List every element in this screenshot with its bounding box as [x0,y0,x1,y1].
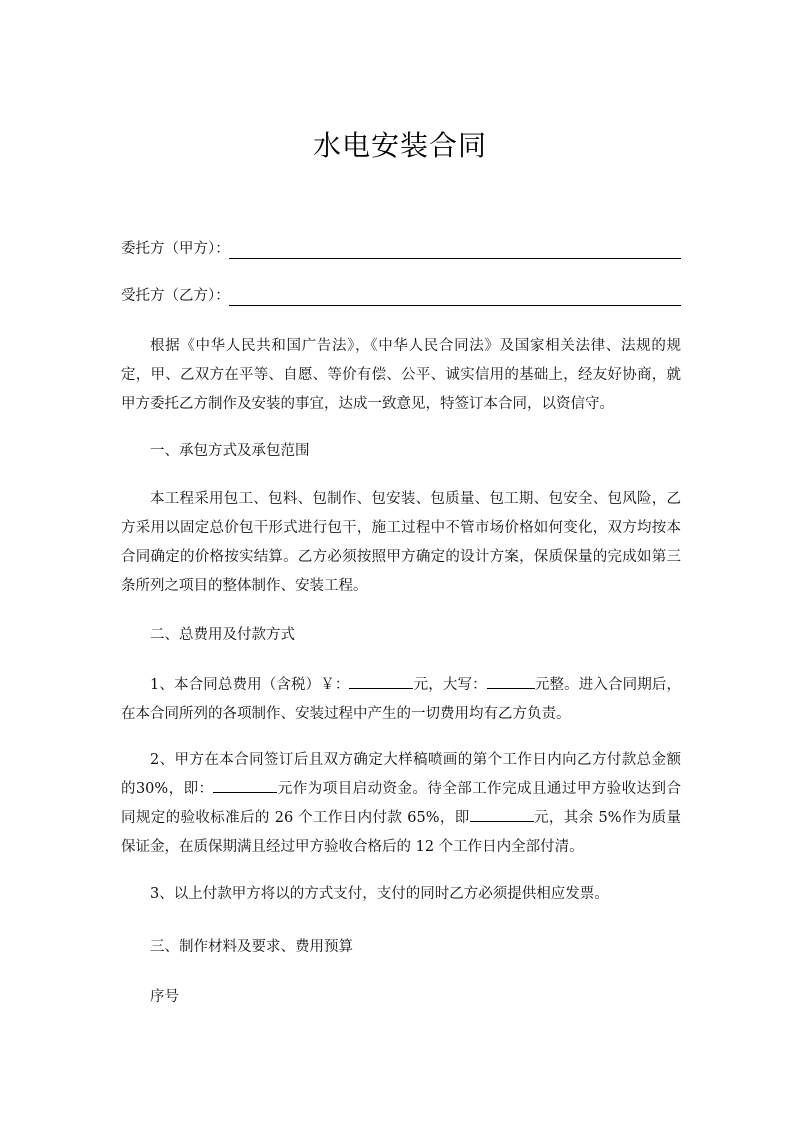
section-1-paragraph: 本工程采用包工、包料、包制作、包安装、包质量、包工期、包安全、包风险，乙方采用以固定总价包干形式进行包干，施工过程中不管市场价格如何变化，双方均按本合同确定的价格按实结算。乙方必须按照甲方确定的设计方案，保质保量的完成如第三条所列之项目的整体制作、安装工程。 [121,491,681,594]
party-a-label: 委托方（甲方）： [121,241,230,257]
section-2-heading: 二、总费用及付款方式 [150,627,295,643]
payment-item-1-text-b: 元，大写： [413,677,487,693]
party-b-field [121,283,681,309]
payment-item-2-text-b: 元作为项目启动资金。待全部工作完成且通过甲方验收达到合同规定的验收标准后的 26 个工作日内付款 65%，即 [121,781,682,826]
intro-paragraph: 根据《中华人民共和国广告法》，《中华人民合同法》及国家相关法律、法规的规定，甲、乙双方在平等、自愿、等价有偿、公平、诚实信用的基础上，经友好协商，就甲方委托乙方制作及安装的事宜，达成一致意见，特签订本合同，以资信守。 [121,338,681,412]
total-amount-blank [349,672,413,689]
section-1-heading: 一、承包方式及承包范围 [150,443,310,459]
amount-in-words-blank [487,672,535,689]
party-b-blank-line [229,305,681,306]
payment-item-2 [121,746,681,862]
payment-item-1 [121,671,681,729]
party-b-label: 受托方（乙方）： [121,288,230,304]
section-3-heading: 三、制作材料及要求、费用预算 [150,939,353,955]
payment-item-2-text-c: 元，其余 5%作为质量保证金，在质保期满且经过甲方验收合格后的 12 个工作日内全部付清。 [121,810,681,855]
payment-item-3: 3、以上付款甲方将以的方式支付，支付的同时乙方必须提供相应发票。 [150,886,609,902]
startup-funds-blank [213,776,277,793]
payment-item-2-text-a: 2、甲方在本合同签订后且双方确定大样稿喷画的第个工作日内向乙方付款总金额的30%，即： [121,752,681,797]
payment-item-1-text-c: 元整。进入合同期后，在本合同所列的各项制作、安装过程中产生的一切费用均有乙方负责。 [121,677,682,722]
document-title: 水电安装合同 [312,129,487,162]
party-a-blank-line [229,258,681,259]
table-header-index: 序号 [150,989,179,1005]
second-payment-blank [470,805,534,822]
payment-item-1-text-a: 1、本合同总费用（含税）￥： [150,677,350,693]
party-a-field [121,236,681,262]
